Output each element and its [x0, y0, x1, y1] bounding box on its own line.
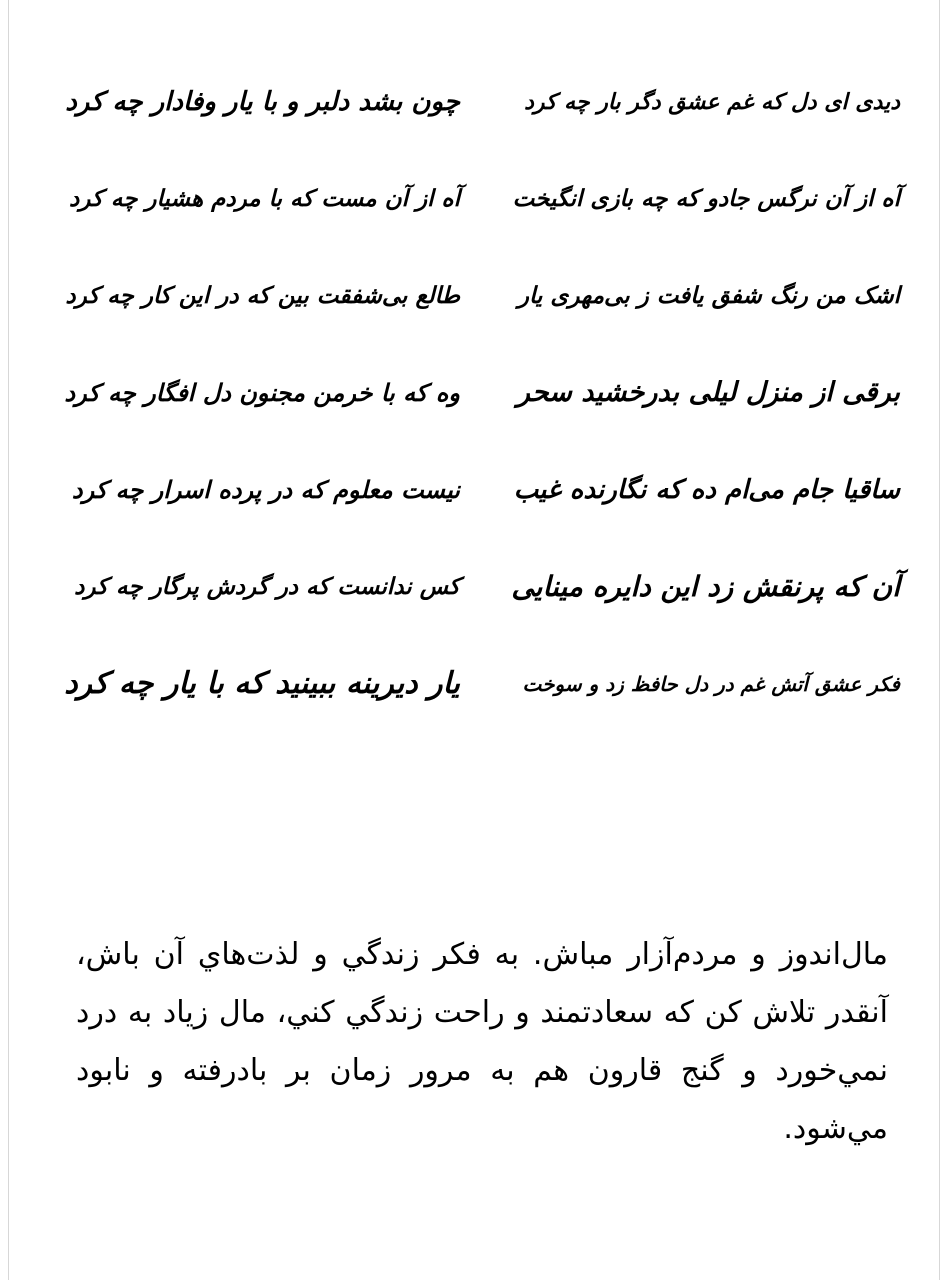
- couplet-1: [60, 62, 900, 158]
- couplet-2-second-hemistich: آه از آن مست که با مردم هشیار چه کرد: [68, 185, 460, 212]
- couplet-6: [60, 547, 900, 643]
- couplet-3-second-hemistich: طالع بی‌شفقت بین که در این کار چه کرد: [65, 282, 460, 309]
- prose-paragraph: مال‌اندوز و مردم‌آزار مباش. به فکر زندگي و لذت‌هاي آن باش، آنقدر تلاش كن كه سعادتمند و راحت زندگي كني، مال زياد به درد نمي‌خورد و گنج قارون هم به مرور زمان بر بادرفته و نابود مي‌شود.: [76, 937, 888, 1146]
- page-left-border: [0, 0, 9, 1280]
- couplet-2: [60, 159, 900, 255]
- couplet-7-first-hemistich: فکر عشق آتش غم در دل حافظ زد و سوخت: [522, 672, 900, 696]
- couplet-4-second-hemistich: وه که با خرمن مجنون دل افگار چه کرد: [64, 378, 460, 407]
- page-right-border: [939, 0, 946, 1280]
- couplet-7-second-hemistich: یار دیرینه ببینید که با یار چه کرد: [64, 666, 460, 701]
- couplet-6-first-hemistich: آن که پرنقش زد این دایره مینایی: [511, 570, 900, 603]
- couplet-4: [60, 353, 900, 449]
- couplet-1-first-hemistich: دیدی ای دل که غم عشق دگر بار چه کرد: [524, 89, 900, 115]
- couplet-4-first-hemistich: برقی از منزل لیلی بدرخشید سحر: [516, 377, 900, 408]
- couplet-5-second-hemistich: نیست معلوم که در پرده اسرار چه کرد: [71, 475, 460, 504]
- poem-block: [60, 62, 900, 752]
- couplet-7: [60, 644, 900, 740]
- couplet-3: [60, 256, 900, 352]
- couplet-5: [60, 450, 900, 546]
- couplet-2-first-hemistich: آه از آن نرگس جادو که چه بازی انگیخت: [512, 185, 900, 212]
- couplet-6-second-hemistich: کس ندانست که در گردش پرگار چه کرد: [74, 573, 460, 600]
- couplet-5-first-hemistich: ساقیا جام می‌ام ده که نگارنده غیب: [513, 475, 900, 505]
- couplet-3-first-hemistich: اشک من رنگ شفق یافت ز بی‌مهری یار: [517, 282, 900, 309]
- couplet-1-second-hemistich: چون بشد دلبر و با یار وفادار چه کرد: [65, 87, 460, 117]
